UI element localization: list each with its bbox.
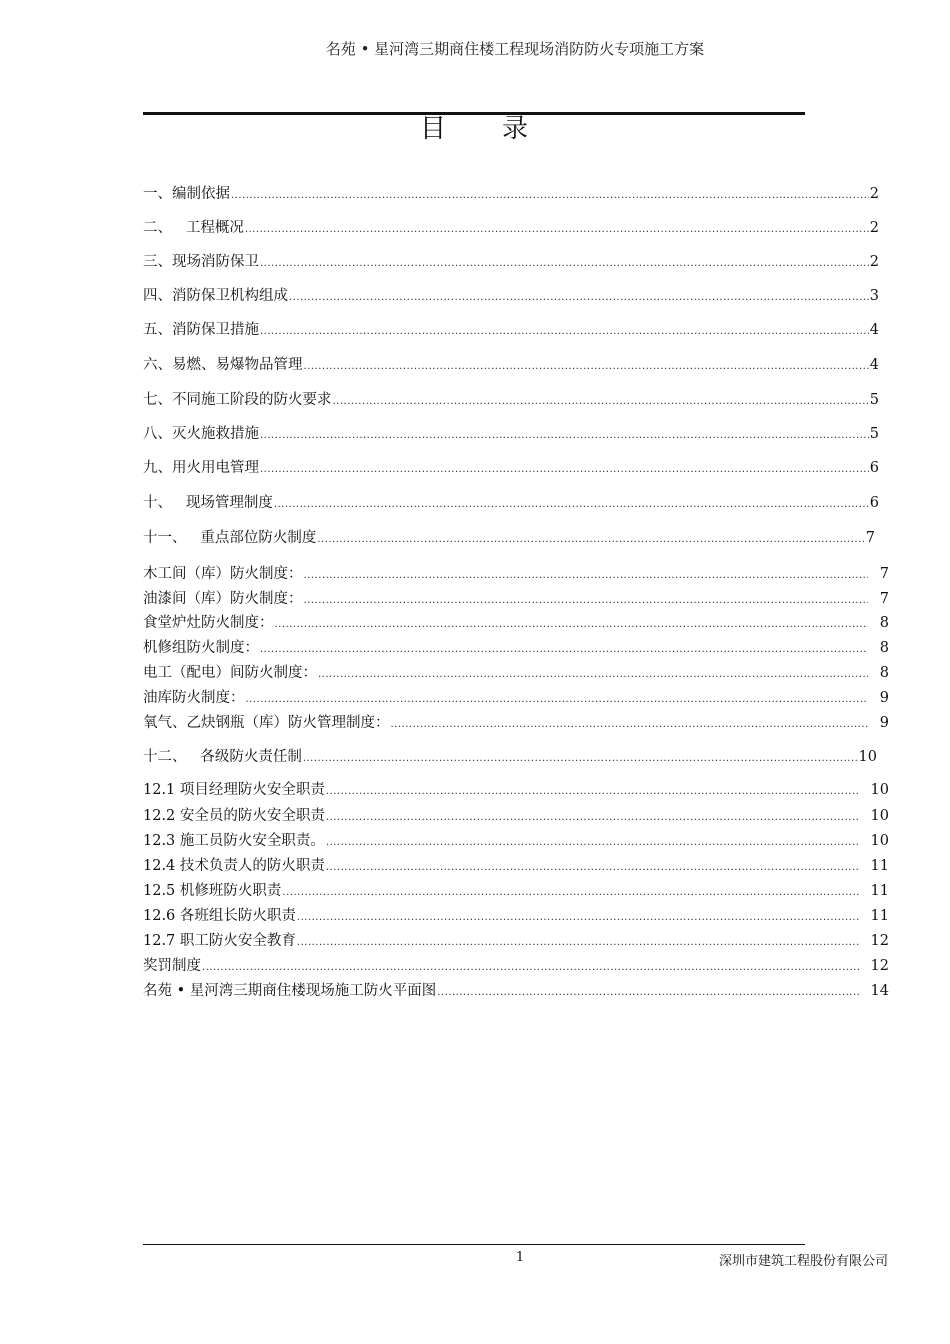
toc-entry[interactable] bbox=[143, 713, 889, 735]
toc-entry-label: 12.4 技术负责人的防火职责 bbox=[143, 858, 325, 874]
toc-entry[interactable] bbox=[143, 638, 889, 660]
toc-leader-dots bbox=[297, 908, 860, 928]
toc-entry-label: 电工（配电）间防火制度： bbox=[143, 665, 317, 681]
toc-entry[interactable] bbox=[143, 688, 889, 710]
toc-entry[interactable] bbox=[143, 956, 889, 978]
toc-entry[interactable] bbox=[143, 564, 889, 586]
toc-leader-dots bbox=[260, 460, 869, 480]
toc-entry[interactable] bbox=[143, 286, 879, 308]
toc-entry-page: 11 bbox=[870, 858, 889, 874]
toc-entry-page: 10 bbox=[870, 808, 889, 824]
toc-entry-page: 10 bbox=[858, 749, 877, 765]
toc-leader-dots bbox=[202, 958, 860, 978]
toc-entry-page: 7 bbox=[865, 530, 875, 546]
toc-leader-dots bbox=[333, 392, 869, 412]
toc-entry-page: 8 bbox=[879, 665, 889, 681]
toc-entry[interactable] bbox=[143, 981, 889, 1003]
toc-entry[interactable] bbox=[143, 881, 889, 903]
toc-entry-page: 12 bbox=[870, 933, 889, 949]
toc-leader-dots bbox=[260, 322, 869, 342]
toc-entry-label: 油库防火制度： bbox=[143, 690, 245, 706]
toc-leader-dots bbox=[246, 690, 869, 710]
toc-entry[interactable] bbox=[143, 493, 879, 515]
toc-entry-page: 8 bbox=[879, 640, 889, 656]
toc-entry-label: 12.1 项目经理防火安全职责 bbox=[143, 782, 325, 798]
toc-leader-dots bbox=[326, 833, 860, 853]
toc-entry-page: 11 bbox=[870, 883, 889, 899]
toc-leader-dots bbox=[260, 640, 868, 660]
toc-leader-dots bbox=[303, 749, 858, 769]
toc-entry[interactable] bbox=[143, 747, 877, 769]
toc-leader-dots bbox=[274, 495, 869, 515]
toc-entry-label: 一、编制依据 bbox=[143, 186, 230, 202]
toc-entry[interactable] bbox=[143, 780, 889, 802]
toc-leader-dots bbox=[437, 983, 860, 1003]
toc-entry-label: 12.7 职工防火安全教育 bbox=[143, 933, 296, 949]
toc-leader-dots bbox=[260, 426, 869, 446]
toc-entry-label: 12.2 安全员的防火安全职责 bbox=[143, 808, 325, 824]
toc-entry[interactable] bbox=[143, 184, 879, 206]
toc-entry-page: 7 bbox=[879, 566, 889, 582]
footer-rule bbox=[143, 1244, 805, 1245]
toc-leader-dots bbox=[282, 883, 860, 903]
footer-company-name: 深圳市建筑工程股份有限公司 bbox=[718, 1254, 888, 1269]
footer-page-number: 1 bbox=[515, 1250, 525, 1265]
toc-entry-page: 5 bbox=[869, 392, 879, 408]
toc-entry-label: 五、消防保卫措施 bbox=[143, 322, 259, 338]
toc-entry-label: 九、用火用电管理 bbox=[143, 460, 259, 476]
toc-entry-page: 9 bbox=[879, 715, 889, 731]
toc-entry-page: 2 bbox=[869, 186, 879, 202]
toc-entry-label: 十、 现场管理制度 bbox=[143, 495, 273, 511]
toc-entry[interactable] bbox=[143, 355, 879, 377]
toc-entry-page: 12 bbox=[870, 958, 889, 974]
toc-entry[interactable] bbox=[143, 218, 879, 240]
document-header-title: 名苑 • 星河湾三期商住楼工程现场消防防火专项施工方案 bbox=[325, 40, 705, 58]
toc-entry-page: 8 bbox=[879, 615, 889, 631]
toc-entry[interactable] bbox=[143, 663, 889, 685]
toc-entry-page: 3 bbox=[869, 288, 879, 304]
toc-entry-page: 6 bbox=[869, 460, 879, 476]
toc-entry[interactable] bbox=[143, 831, 889, 853]
toc-entry-label: 氧气、乙炔钢瓶（库）防火管理制度： bbox=[143, 715, 390, 731]
toc-entry-page: 7 bbox=[879, 591, 889, 607]
toc-entry-label: 四、消防保卫机构组成 bbox=[143, 288, 288, 304]
toc-entry-label: 十二、 各级防火责任制 bbox=[143, 749, 302, 765]
toc-entry-page: 5 bbox=[869, 426, 879, 442]
toc-entry-page: 10 bbox=[870, 833, 889, 849]
toc-leader-dots bbox=[326, 858, 860, 878]
toc-entry-label: 七、不同施工阶段的防火要求 bbox=[143, 392, 332, 408]
toc-leader-dots bbox=[318, 665, 868, 685]
toc-heading: 目录 bbox=[419, 114, 584, 144]
toc-leader-dots bbox=[289, 288, 869, 308]
toc-entry[interactable] bbox=[143, 589, 889, 611]
toc-entry-label: 机修组防火制度： bbox=[143, 640, 259, 656]
toc-entry[interactable] bbox=[143, 458, 879, 480]
toc-leader-dots bbox=[245, 220, 869, 240]
toc-entry[interactable] bbox=[143, 528, 875, 550]
toc-entry-page: 4 bbox=[869, 357, 879, 373]
toc-leader-dots bbox=[391, 715, 869, 735]
toc-entry-label: 食堂炉灶防火制度： bbox=[143, 615, 274, 631]
toc-entry-page: 9 bbox=[879, 690, 889, 706]
toc-entry[interactable] bbox=[143, 906, 889, 928]
toc-entry-page: 4 bbox=[869, 322, 879, 338]
toc-entry[interactable] bbox=[143, 390, 879, 412]
toc-leader-dots bbox=[304, 566, 869, 586]
toc-entry-page: 10 bbox=[870, 782, 889, 798]
toc-entry-label: 油漆间（库）防火制度： bbox=[143, 591, 303, 607]
toc-entry-label: 12.6 各班组长防火职责 bbox=[143, 908, 296, 924]
toc-leader-dots bbox=[317, 530, 864, 550]
toc-entry-label: 12.3 施工员防火安全职责。 bbox=[143, 833, 325, 849]
toc-leader-dots bbox=[275, 615, 869, 635]
toc-entry-page: 2 bbox=[869, 254, 879, 270]
toc-entry[interactable] bbox=[143, 320, 879, 342]
toc-leader-dots bbox=[304, 357, 869, 377]
toc-entry-page: 14 bbox=[870, 983, 889, 999]
toc-entry[interactable] bbox=[143, 931, 889, 953]
toc-entry-page: 11 bbox=[870, 908, 889, 924]
toc-entry-label: 奖罚制度 bbox=[143, 958, 201, 974]
toc-entry[interactable] bbox=[143, 424, 879, 446]
toc-entry[interactable] bbox=[143, 806, 889, 828]
toc-entry-label: 八、灭火施救措施 bbox=[143, 426, 259, 442]
toc-entry[interactable] bbox=[143, 856, 889, 878]
toc-entry-label: 三、现场消防保卫 bbox=[143, 254, 259, 270]
toc-entry-label: 六、易燃、易爆物品管理 bbox=[143, 357, 303, 373]
toc-entry-page: 2 bbox=[869, 220, 879, 236]
toc-leader-dots bbox=[326, 782, 860, 802]
toc-leader-dots bbox=[231, 186, 869, 206]
toc-entry-label: 十一、 重点部位防火制度 bbox=[143, 530, 317, 546]
toc-entry-label: 木工间（库）防火制度： bbox=[143, 566, 303, 582]
toc-entry-label: 12.5 机修班防火职责 bbox=[143, 883, 282, 899]
toc-entry-page: 6 bbox=[869, 495, 879, 511]
toc-leader-dots bbox=[326, 808, 860, 828]
toc-entry-label: 二、 工程概况 bbox=[143, 220, 244, 236]
toc-entry-label: 名苑 • 星河湾三期商住楼现场施工防火平面图 bbox=[143, 983, 437, 999]
toc-leader-dots bbox=[304, 591, 869, 611]
toc-leader-dots bbox=[260, 254, 869, 274]
toc-leader-dots bbox=[297, 933, 860, 953]
toc-entry[interactable] bbox=[143, 252, 879, 274]
toc-entry[interactable] bbox=[143, 613, 889, 635]
